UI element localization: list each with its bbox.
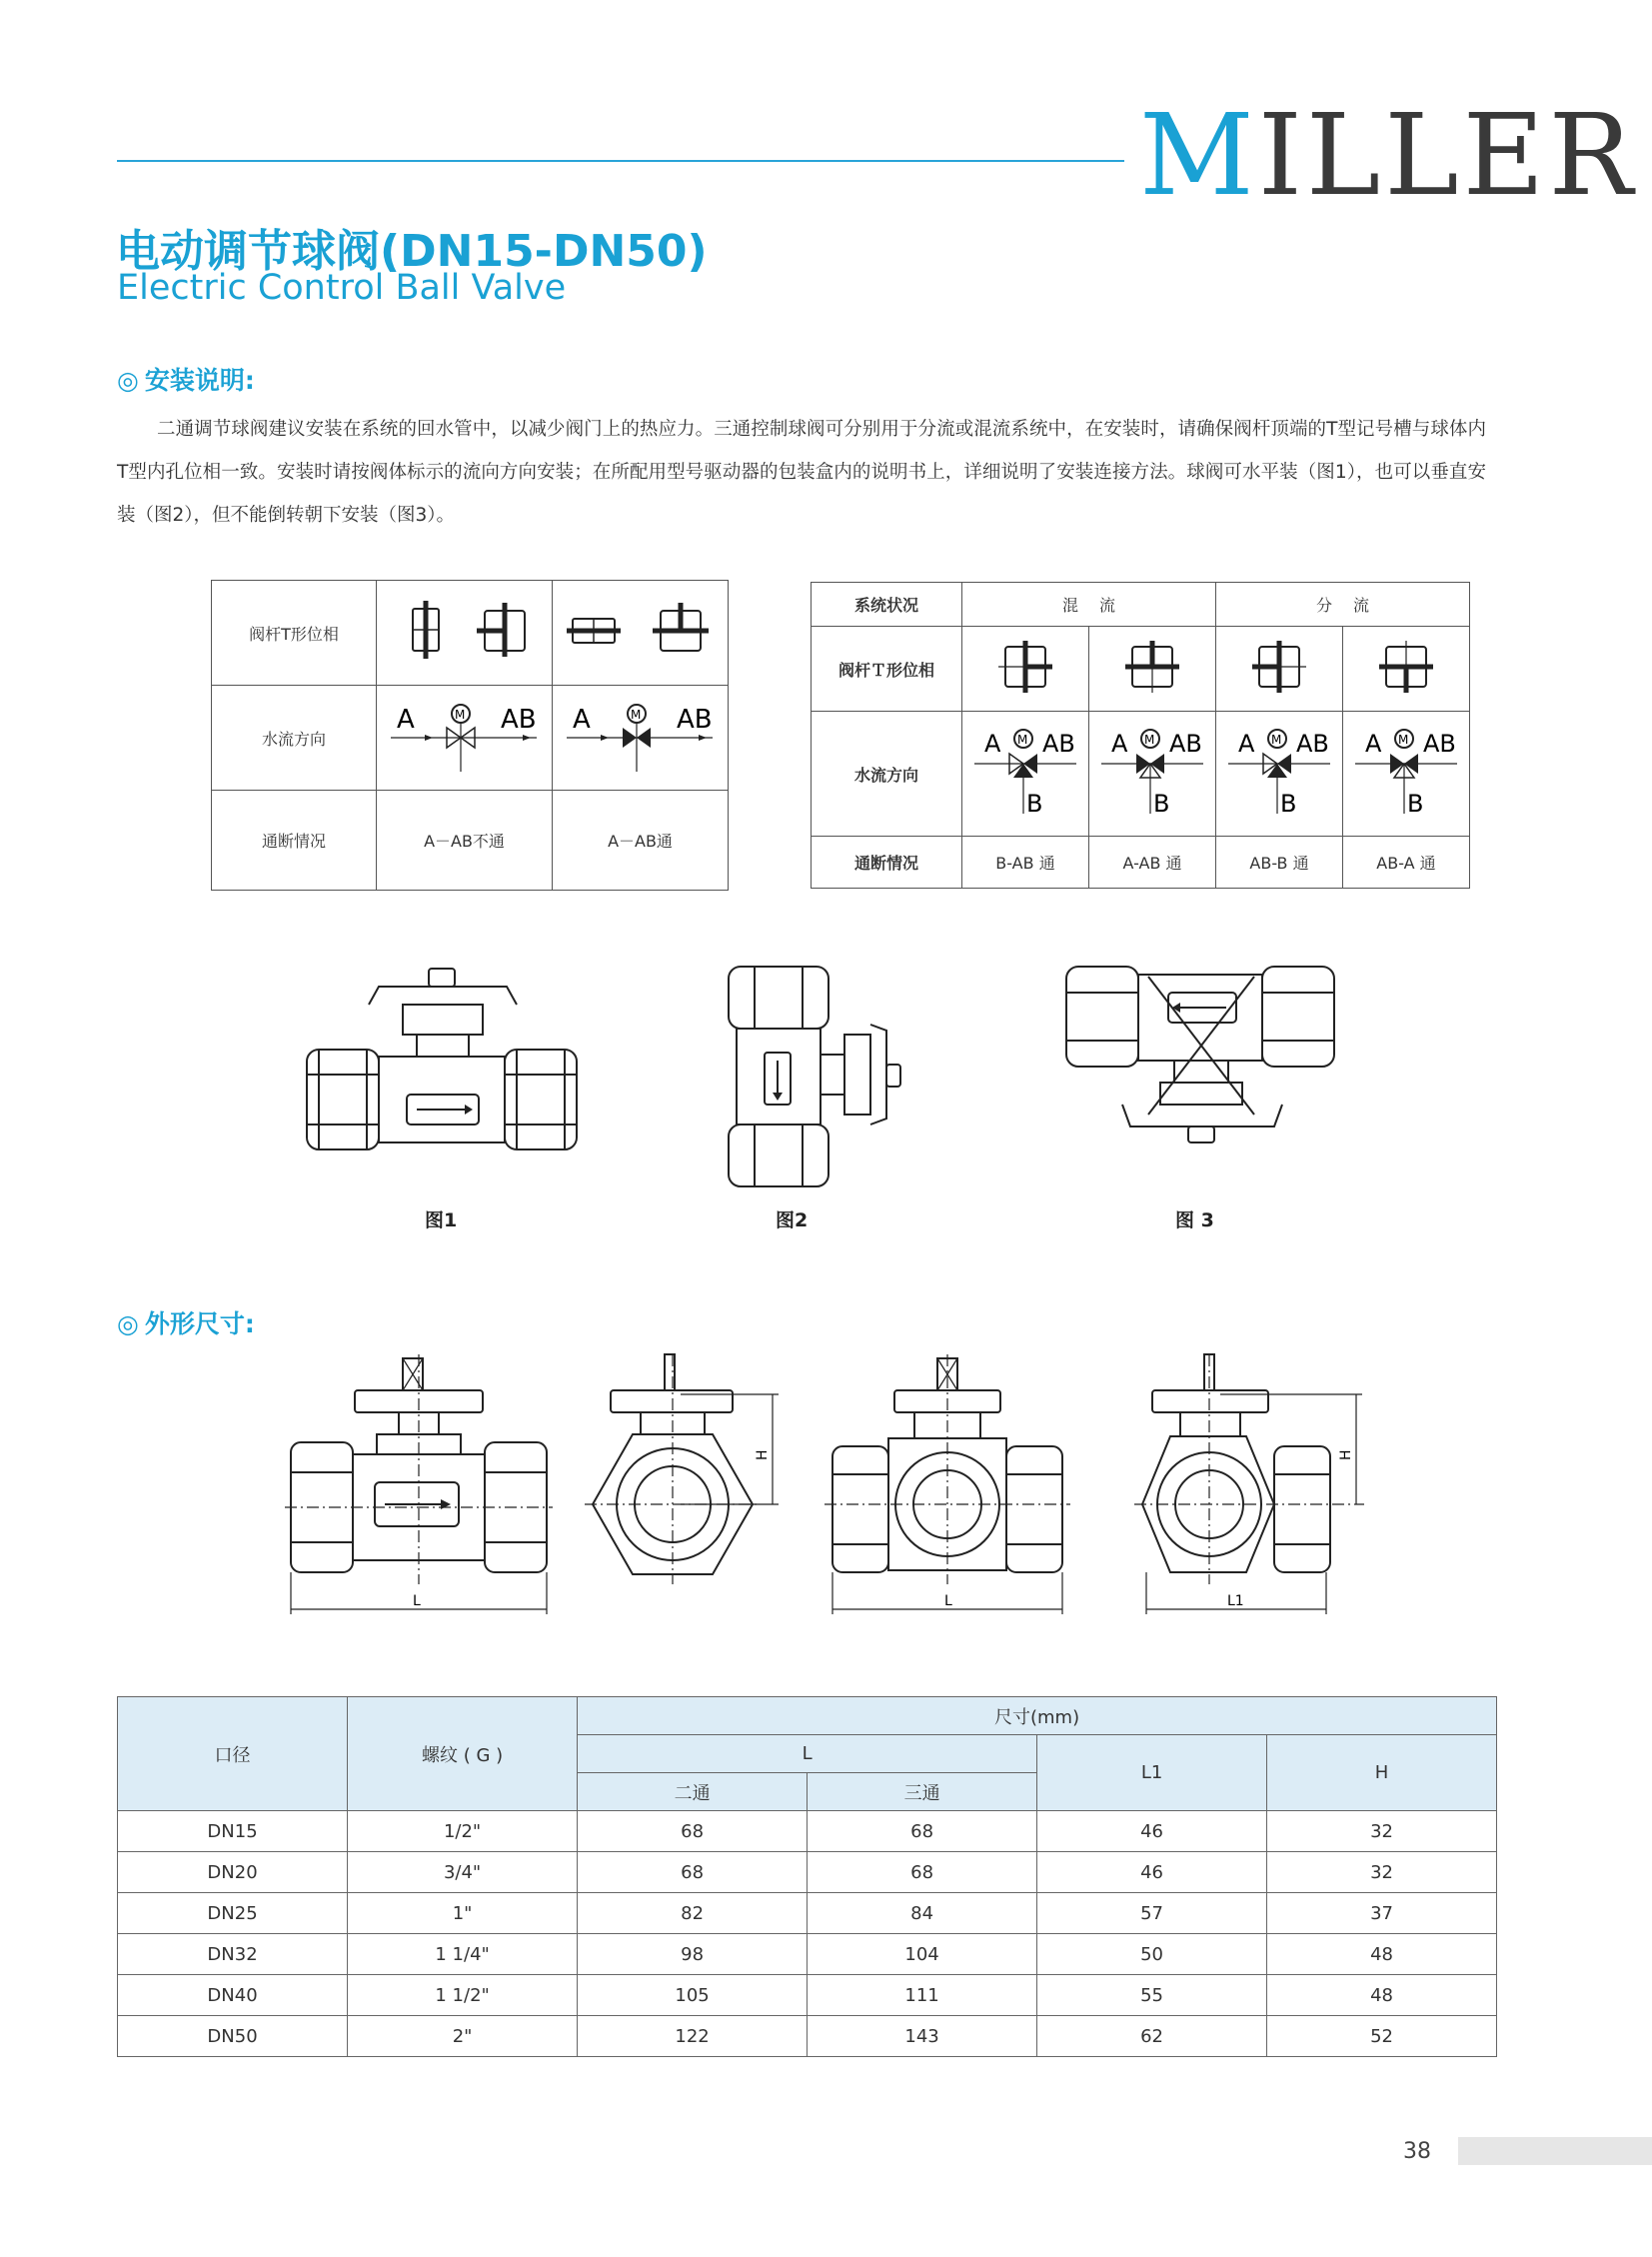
two-way-valve-table xyxy=(211,580,729,891)
cell-thread: 1/2" xyxy=(348,1811,578,1852)
cell-thread: 2" xyxy=(348,2016,578,2057)
flow-cell xyxy=(1089,712,1216,837)
stem-position-cell xyxy=(553,581,729,686)
dimension-table xyxy=(117,1696,1497,2057)
table-row xyxy=(118,1852,1497,1893)
stem-t-icon xyxy=(1343,627,1469,707)
cell-size: DN15 xyxy=(118,1811,348,1852)
cell-L1: 55 xyxy=(1037,1975,1267,2016)
svg-text:A: A xyxy=(1111,730,1128,758)
cell-L-two: 68 xyxy=(578,1811,808,1852)
three-way-flow-icon xyxy=(962,712,1088,832)
brand-logo: MILLER xyxy=(1139,91,1637,221)
svg-text:M: M xyxy=(1271,733,1282,747)
cell-size: DN50 xyxy=(118,2016,348,2057)
svg-text:A: A xyxy=(984,730,1001,758)
valve-flow-icon xyxy=(377,686,552,786)
product-title-cn: 电动调节球阀(DN15-DN50) xyxy=(116,226,708,277)
cell-L1: 57 xyxy=(1037,1893,1267,1934)
header-size: 口径 xyxy=(118,1697,348,1811)
table-row xyxy=(118,1975,1497,2016)
svg-text:H: H xyxy=(1338,1449,1354,1460)
stem-position-cell xyxy=(377,581,553,686)
two-way-front-view xyxy=(285,1354,553,1614)
mix-flow-header: 混 流 xyxy=(962,583,1216,627)
install-paragraph: 二通调节球阀建议安装在系统的回水管中，以减少阀门上的热应力。三通控制球阀可分别用于分流或混流系统中，在安装时，请确保阀杆顶端的T型记号槽与球体内T型内孔位相一致。安装时请按阀体标示的流向方向安装；在所配用型号驱动器的包装盒内的说明书上，详细说明了安装连接方法。球阀可水平装（图1），也可以垂直安装（图2），但不能倒转朝下安装（图3）。 xyxy=(117,419,1486,526)
cell-H: 48 xyxy=(1267,1975,1497,2016)
cell-H: 48 xyxy=(1267,1934,1497,1975)
stem-position-cell xyxy=(1343,627,1470,712)
cell-L-two: 68 xyxy=(578,1852,808,1893)
install-heading: ◎ 安装说明: xyxy=(117,366,255,395)
header-three-way: 三通 xyxy=(808,1773,1037,1811)
svg-text:AB: AB xyxy=(1296,730,1329,758)
cell-H: 37 xyxy=(1267,1893,1497,1934)
svg-text:M: M xyxy=(1398,733,1409,747)
circle-bullet-icon: ◎ xyxy=(117,1309,139,1338)
svg-text:M: M xyxy=(1017,733,1028,747)
svg-text:B: B xyxy=(1280,790,1297,818)
header-two-way: 二通 xyxy=(578,1773,808,1811)
status-cell: AB-B 通 xyxy=(1216,837,1343,889)
product-title-en: Electric Control Ball Valve xyxy=(117,268,567,308)
cell-thread: 1 1/2" xyxy=(348,1975,578,2016)
table-row xyxy=(118,2016,1497,2057)
svg-text:H: H xyxy=(755,1449,771,1460)
svg-text:M: M xyxy=(455,708,466,722)
two-way-side-view xyxy=(585,1354,779,1584)
stem-t-icon xyxy=(553,581,728,681)
svg-text:M: M xyxy=(631,708,642,722)
svg-text:L1: L1 xyxy=(1227,1593,1244,1609)
figure-2-caption: 图2 xyxy=(776,1209,809,1231)
cell-H: 32 xyxy=(1267,1811,1497,1852)
cell-L1: 46 xyxy=(1037,1811,1267,1852)
cell-size: DN40 xyxy=(118,1975,348,2016)
status-cell: B-AB 通 xyxy=(962,837,1089,889)
flow-cell xyxy=(962,712,1089,837)
circle-bullet-icon: ◎ xyxy=(117,366,139,395)
cell-H: 32 xyxy=(1267,1852,1497,1893)
header-H: H xyxy=(1267,1735,1497,1811)
cell-L-two: 105 xyxy=(578,1975,808,2016)
three-way-flow-icon xyxy=(1343,712,1469,832)
svg-text:A: A xyxy=(397,705,415,735)
cell-L1: 50 xyxy=(1037,1934,1267,1975)
cell-L1: 46 xyxy=(1037,1852,1267,1893)
svg-text:B: B xyxy=(1026,790,1043,818)
cell-L-two: 82 xyxy=(578,1893,808,1934)
cell-L-two: 98 xyxy=(578,1934,808,1975)
svg-text:AB: AB xyxy=(1042,730,1075,758)
valve-flow-icon xyxy=(553,686,728,786)
cell-L-three: 143 xyxy=(808,2016,1037,2057)
row-label-stem: 阀杆T形位相 xyxy=(212,581,377,686)
cell-size: DN20 xyxy=(118,1852,348,1893)
dimension-drawings xyxy=(285,1354,1364,1619)
svg-text:A: A xyxy=(1365,730,1382,758)
dimensions-heading: ◎ 外形尺寸: xyxy=(117,1309,255,1338)
table-row xyxy=(118,1893,1497,1934)
status-cell: A-AB 通 xyxy=(1089,837,1216,889)
cell-thread: 3/4" xyxy=(348,1852,578,1893)
cell-size: DN32 xyxy=(118,1934,348,1975)
three-way-side-view xyxy=(1134,1354,1364,1614)
stem-position-cell xyxy=(962,627,1089,712)
svg-text:A: A xyxy=(573,705,591,735)
three-way-flow-icon xyxy=(1089,712,1215,832)
cell-L1: 62 xyxy=(1037,2016,1267,2057)
row-label-stem: 阀杆Ｔ形位相 xyxy=(812,627,962,712)
stem-position-cell xyxy=(1216,627,1343,712)
figure-2-vertical-valve xyxy=(727,965,916,1189)
status-cell: AB-A 通 xyxy=(1343,837,1470,889)
status-cell: A－AB通 xyxy=(553,791,729,891)
svg-text:A: A xyxy=(1238,730,1255,758)
split-flow-header: 分 流 xyxy=(1216,583,1470,627)
cell-H: 52 xyxy=(1267,2016,1497,2057)
flow-cell xyxy=(377,686,553,791)
table-row xyxy=(118,1934,1497,1975)
cell-L-three: 111 xyxy=(808,1975,1037,2016)
stem-t-icon xyxy=(1089,627,1215,707)
flow-cell xyxy=(1343,712,1470,837)
svg-text:L: L xyxy=(413,1593,421,1609)
cell-L-two: 122 xyxy=(578,2016,808,2057)
header-rule xyxy=(117,160,1124,162)
three-way-front-view xyxy=(825,1354,1070,1614)
header-dimensions: 尺寸(mm) xyxy=(578,1697,1497,1735)
three-way-flow-icon xyxy=(1216,712,1342,832)
cell-L-three: 68 xyxy=(808,1811,1037,1852)
header-L1: L1 xyxy=(1037,1735,1267,1811)
system-status-label: 系统状况 xyxy=(812,583,962,627)
page-number: 38 xyxy=(1403,2139,1431,2164)
svg-text:AB: AB xyxy=(501,705,537,735)
stem-t-icon xyxy=(1216,627,1342,707)
header-thread: 螺纹 ( G ) xyxy=(348,1697,578,1811)
svg-text:AB: AB xyxy=(677,705,713,735)
row-label-status: 通断情况 xyxy=(212,791,377,891)
svg-text:M: M xyxy=(1144,733,1155,747)
stem-t-icon xyxy=(377,581,552,681)
figure-1-horizontal-valve xyxy=(305,965,575,1189)
svg-text:AB: AB xyxy=(1423,730,1456,758)
figure-3-caption: 图 3 xyxy=(1175,1209,1214,1231)
flow-cell xyxy=(553,686,729,791)
row-label-flow: 水流方向 xyxy=(812,712,962,837)
row-label-status: 通断情况 xyxy=(812,837,962,889)
svg-text:B: B xyxy=(1407,790,1424,818)
table-row xyxy=(118,1811,1497,1852)
cell-L-three: 68 xyxy=(808,1852,1037,1893)
svg-text:B: B xyxy=(1153,790,1170,818)
stem-t-icon xyxy=(962,627,1088,707)
svg-text:AB: AB xyxy=(1169,730,1202,758)
cell-L-three: 84 xyxy=(808,1893,1037,1934)
flow-cell xyxy=(1216,712,1343,837)
three-way-valve-table xyxy=(811,582,1470,889)
figure-3-inverted-valve xyxy=(1064,965,1334,1169)
svg-text:L: L xyxy=(944,1593,952,1609)
header-L: L xyxy=(578,1735,1037,1773)
cell-thread: 1 1/4" xyxy=(348,1934,578,1975)
cell-thread: 1" xyxy=(348,1893,578,1934)
figure-1-caption: 图1 xyxy=(425,1209,458,1231)
row-label-flow: 水流方向 xyxy=(212,686,377,791)
cell-L-three: 104 xyxy=(808,1934,1037,1975)
page-tab-decoration xyxy=(1458,2137,1652,2165)
stem-position-cell xyxy=(1089,627,1216,712)
cell-size: DN25 xyxy=(118,1893,348,1934)
status-cell: A－AB不通 xyxy=(377,791,553,891)
